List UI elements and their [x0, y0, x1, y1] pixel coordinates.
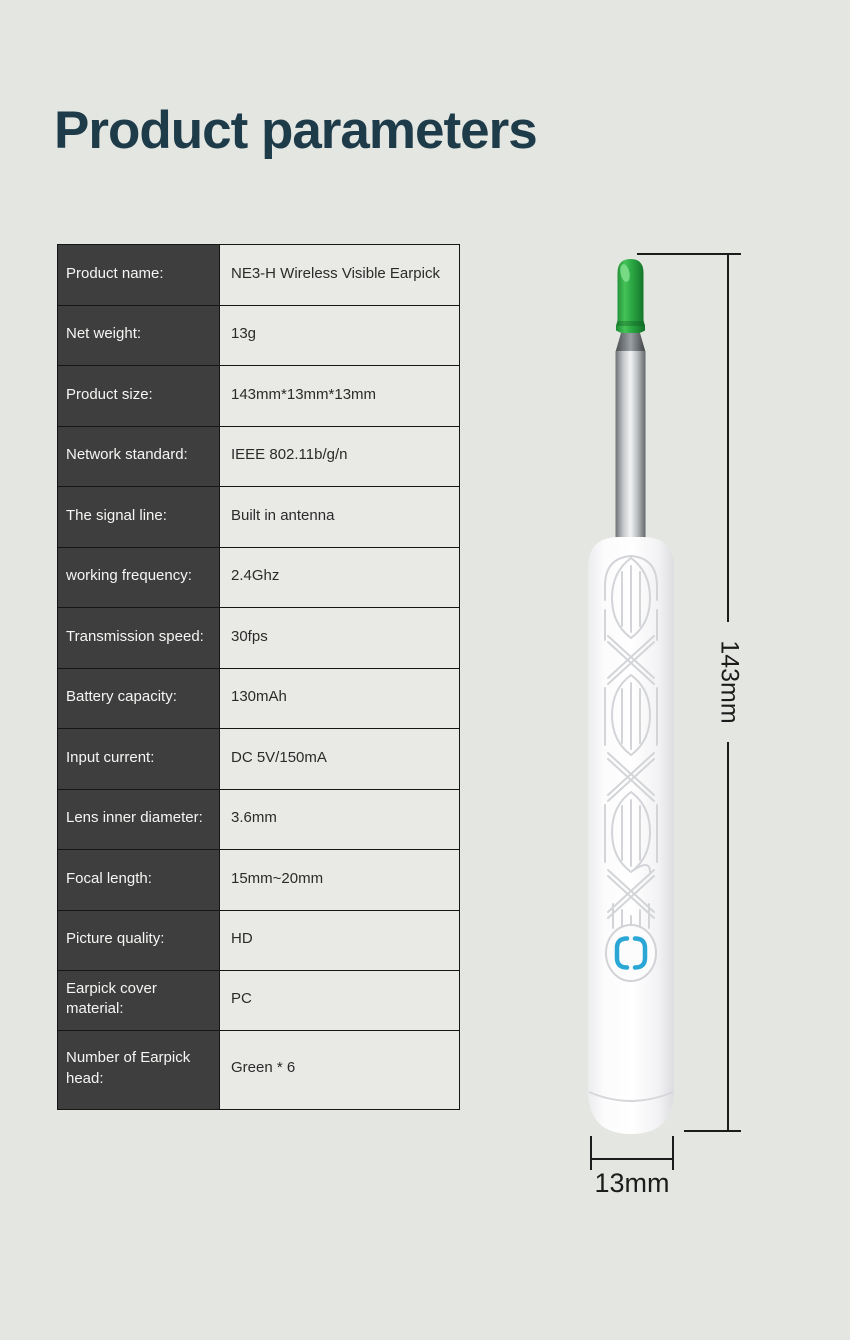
power-button [606, 925, 656, 981]
table-row [58, 487, 460, 548]
spec-value: 2.4Ghz [220, 547, 460, 608]
spec-value: IEEE 802.11b/g/n [220, 426, 460, 487]
spec-label: Earpick cover material: [58, 971, 220, 1031]
spec-value: NE3-H Wireless Visible Earpick [220, 245, 460, 306]
spec-label: Network standard: [58, 426, 220, 487]
spec-value: 3.6mm [220, 789, 460, 850]
table-row [58, 910, 460, 971]
spec-label: Lens inner diameter: [58, 789, 220, 850]
spec-value: 143mm*13mm*13mm [220, 366, 460, 427]
table-row [58, 729, 460, 790]
spec-table [57, 244, 460, 1110]
height-dimension-label: 143mm [715, 640, 744, 724]
spec-label: Focal length: [58, 850, 220, 911]
spec-label: Product size: [58, 366, 220, 427]
spec-value: HD [220, 910, 460, 971]
spec-value: 15mm~20mm [220, 850, 460, 911]
tip-joint [616, 333, 646, 352]
spec-value: 130mAh [220, 668, 460, 729]
spec-label: Picture quality: [58, 910, 220, 971]
spec-value: Built in antenna [220, 487, 460, 548]
spec-value: 30fps [220, 608, 460, 669]
table-row [58, 426, 460, 487]
spec-label: Battery capacity: [58, 668, 220, 729]
table-row [58, 608, 460, 669]
table-row [58, 971, 460, 1031]
spec-label: Product name: [58, 245, 220, 306]
spec-label: The signal line: [58, 487, 220, 548]
spec-value: PC [220, 971, 460, 1031]
spec-label: working frequency: [58, 547, 220, 608]
table-row [58, 1030, 460, 1109]
table-row [58, 547, 460, 608]
table-row [58, 305, 460, 366]
spec-label: Net weight: [58, 305, 220, 366]
table-row [58, 668, 460, 729]
spec-label: Number of Earpick head: [58, 1030, 220, 1109]
page-title: Product parameters [54, 101, 537, 160]
spec-value: 13g [220, 305, 460, 366]
product-figure [540, 240, 800, 1220]
earpick-tip [616, 259, 645, 335]
camera-stem [616, 351, 646, 543]
spec-value: DC 5V/150mA [220, 729, 460, 790]
table-row [58, 789, 460, 850]
width-dimension-label: 13mm [594, 1168, 670, 1198]
table-row [58, 245, 460, 306]
spec-value: Green * 6 [220, 1030, 460, 1109]
table-row [58, 366, 460, 427]
spec-label: Transmission speed: [58, 608, 220, 669]
earpick-device [588, 259, 674, 1134]
table-row [58, 850, 460, 911]
spec-label: Input current: [58, 729, 220, 790]
